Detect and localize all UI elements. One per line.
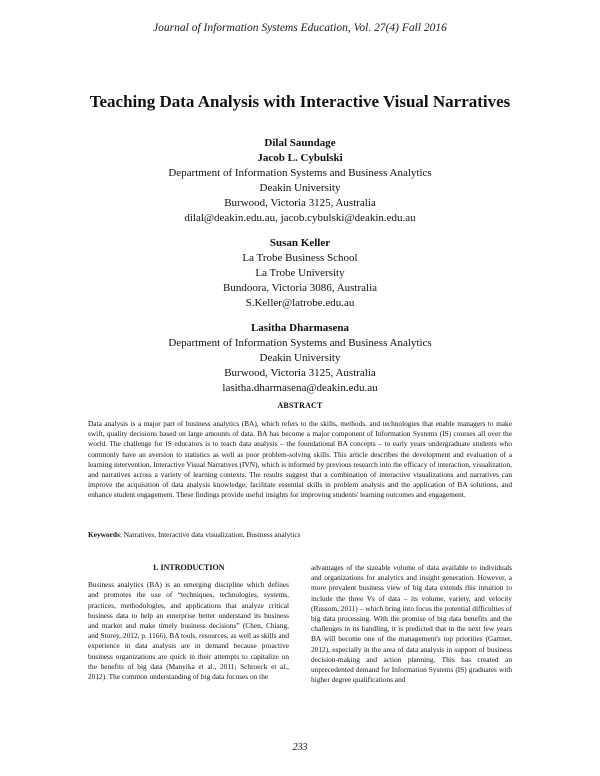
body-paragraph: advantages of the sizeable volume of data available to individuals and organizations for analytics and insight generation. However, a more prevalent business view of big data extends this intuition to include the three Vs of data – its volume, variety, and velocity (Russom, 2011) – which bring into focus the potential difficulties of big data processing. With the promise of big data benefits and the challenges in its handling, it is predicted that in the next few years BA will become one of the management's top priorities (Gartner, 2012), especially in the area of data analysis in support of business decision-making and action planning. This has created an unprecedented demand for Information Systems (IS) graduates with higher degree qualifications and xyxy=(311,563,512,685)
author-name: Susan Keller xyxy=(269,237,331,249)
author-list xyxy=(0,136,600,406)
author-group-deakin-2 xyxy=(0,321,600,396)
author-name: Jacob L. Cybulski xyxy=(257,152,343,164)
author-name: Lasitha Dharmasena xyxy=(250,322,350,334)
author-group-deakin-1 xyxy=(0,136,600,226)
author-address: Burwood, Victoria 3125, Australia xyxy=(224,197,376,209)
author-institution: Deakin University xyxy=(259,182,341,194)
section-heading: 1. INTRODUCTION xyxy=(152,563,225,572)
page-number: 233 xyxy=(292,742,308,753)
abstract-body: Data analysis is a major part of business analytics (BA), which refers to the skills, methods, and technologies that enable managers to make swift, quality decisions based on large amounts of data. BA has become a major component of Information Systems (IS) courses all over the world. The challenge for IS educators is to teach data analysis – the foundational BA concepts – to early years undergraduate students who commonly have an aversion to statistics as well as poor problem-solving skills. This article describes the development and evaluation of a learning intervention, Interactive Visual Narratives (IVN), which is informed by previous research into the efficacy of interaction, visualization, and narratives across a variety of learning contexts. The results suggest that a combination of interactive visualizations and narratives can improve the acquisition of data analysis knowledge, facilitate essential skills in problem analysis and the application of BA solutions, and enhance student engagement. These findings provide useful insights for improving students' learning outcomes and engagement. xyxy=(88,419,512,500)
author-email: S.Keller@latrobe.edu.au xyxy=(245,297,355,309)
body-column-right xyxy=(311,563,512,685)
author-address: Bundoora, Victoria 3086, Australia xyxy=(222,282,378,294)
author-name: Dilal Saundage xyxy=(264,137,336,149)
author-address: Burwood, Victoria 3125, Australia xyxy=(224,367,376,379)
abstract-heading: ABSTRACT xyxy=(277,401,323,410)
author-institution: Deakin University xyxy=(259,352,341,364)
body-paragraph: Business analytics (BA) is an emerging discipline which defines and promotes the use of “techniques, technologies, systems, practices, methodologies, and applications that analyze critical business data to help an enterprise better understand its business and market and make timely business decisions” (Chen, Chiang, and Storey, 2012, p. 1166). BA tools, resources, as well as skills and experience in data analysis are in demand because proactive business organizations are quick in their attempts to capitalize on the benefits of big data (Manyika et al., 2011; Schroeck et al., 2012). The common understanding of big data focuses on the xyxy=(88,580,289,682)
keywords-text: : Narratives, Interactive data visualization, Business analytics xyxy=(119,530,301,539)
author-institution: La Trobe University xyxy=(255,267,345,279)
author-department: Department of Information Systems and Business Analytics xyxy=(168,167,432,179)
keywords xyxy=(88,530,512,540)
author-group-latrobe xyxy=(0,236,600,311)
paper-title: Teaching Data Analysis with Interactive Visual Narratives xyxy=(89,92,511,111)
author-department: Department of Information Systems and Business Analytics xyxy=(168,337,432,349)
author-email: lasitha.dharmasena@deakin.edu.au xyxy=(222,382,378,394)
keywords-label: Keywords xyxy=(88,530,120,539)
author-email: dilal@deakin.edu.au, jacob.cybulski@deakin.edu.au xyxy=(184,212,416,224)
author-department: La Trobe Business School xyxy=(242,252,358,264)
journal-header: Journal of Information Systems Education, Vol. 27(4) Fall 2016 xyxy=(153,22,447,34)
body-column-left xyxy=(88,563,289,682)
